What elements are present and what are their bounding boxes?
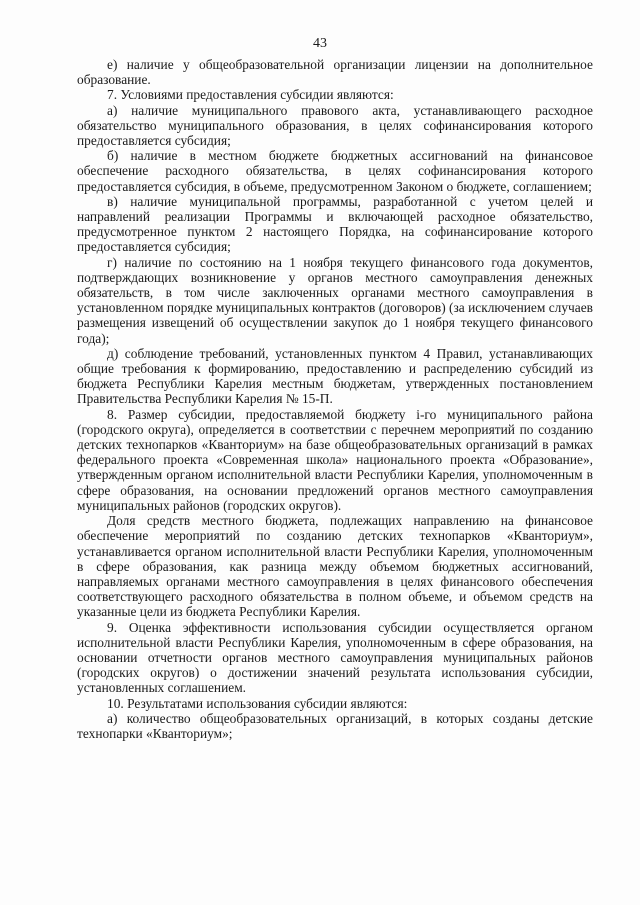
- paragraph-8-share: Доля средств местного бюджета, подлежащих направлению на финансовое обеспечение мероприятий по созданию детских технопарков «Кванториум», устанавливается органом исполнительной власти Республики Карелия, уполномоченным в сфере образования, как разница между объемом бюджетных ассигнований, направляемых органами местного самоуправления в целях финансового обеспечения соответствующего расходного обязательства в полном объеме, и объемом средств на указанные цели из бюджета Республики Карелия.: [77, 513, 593, 620]
- paragraph-7g: г) наличие по состоянию на 1 ноября текущего финансового года документов, подтверждающих возникновение у органов местного самоуправления денежных обязательств, в том числе заключенных органами местного самоуправления в установленном порядке муниципальных контрактов (договоров) (за исключением случаев размещения извещений об осуществлении закупок до 1 ноября текущего финансового года);: [77, 254, 593, 346]
- paragraph-7a: а) наличие муниципального правового акта, устанавливающего расходное обязательство муниципального образования, в целях софинансирования которого предоставляется субсидия;: [77, 102, 593, 149]
- paragraph-7b: б) наличие в местном бюджете бюджетных ассигнований на финансовое обеспечение расходного обязательства, в целях софинансирования которого предоставляется субсидия, в объеме, предусмотренном Законом о бюджете, соглашением;: [77, 148, 593, 194]
- paragraph-10a: а) количество общеобразовательных организаций, в которых созданы детские технопарки «Кванториум»;: [77, 710, 593, 741]
- document-body: [77, 57, 593, 741]
- paragraph-7d: д) соблюдение требований, установленных пунктом 4 Правил, устанавливающих общие требования к формированию, предоставлению и распределению субсидий из бюджета Республики Карелия местным бюджетам, утвержденных постановлением Правительства Республики Карелия № 15-П.: [77, 345, 593, 407]
- paragraph-10-heading: 10. Результатами использования субсидии являются:: [107, 695, 408, 711]
- page-number: 43: [313, 36, 327, 51]
- paragraph-9: 9. Оценка эффективности использования субсидии осуществляется органом исполнительной власти Республики Карелия, уполномоченным в сфере образования, на основании отчетности органов местного самоуправления муниципальных районов (городских округов) о достижении значений результата использования субсидии, установленных соглашением.: [77, 619, 593, 696]
- paragraph-licence: е) наличие у общеобразовательной организации лицензии на дополнительное образование.: [77, 57, 593, 88]
- paragraph-7-heading: 7. Условиями предоставления субсидии являются:: [107, 87, 394, 103]
- paragraph-8: 8. Размер субсидии, предоставляемой бюджету i-го муниципального района (городского округа), определяется в соответствии с перечнем мероприятий по созданию детских технопарков «Кванториум» на базе общеобразовательных организаций в рамках федерального проекта «Современная школа» национального проекта «Образование», утвержденным органом исполнительной власти Республики Карелия, уполномоченным в сфере образования, на основании предложений органов местного самоуправления муниципальных районов (городских округов).: [77, 406, 593, 513]
- paragraph-7v: в) наличие муниципальной программы, разработанной с учетом целей и направлений реализации Программы и включающей расходное обязательство, предусмотренное пунктом 2 настоящего Порядка, на софинансирование которого предоставляется субсидия;: [77, 193, 593, 255]
